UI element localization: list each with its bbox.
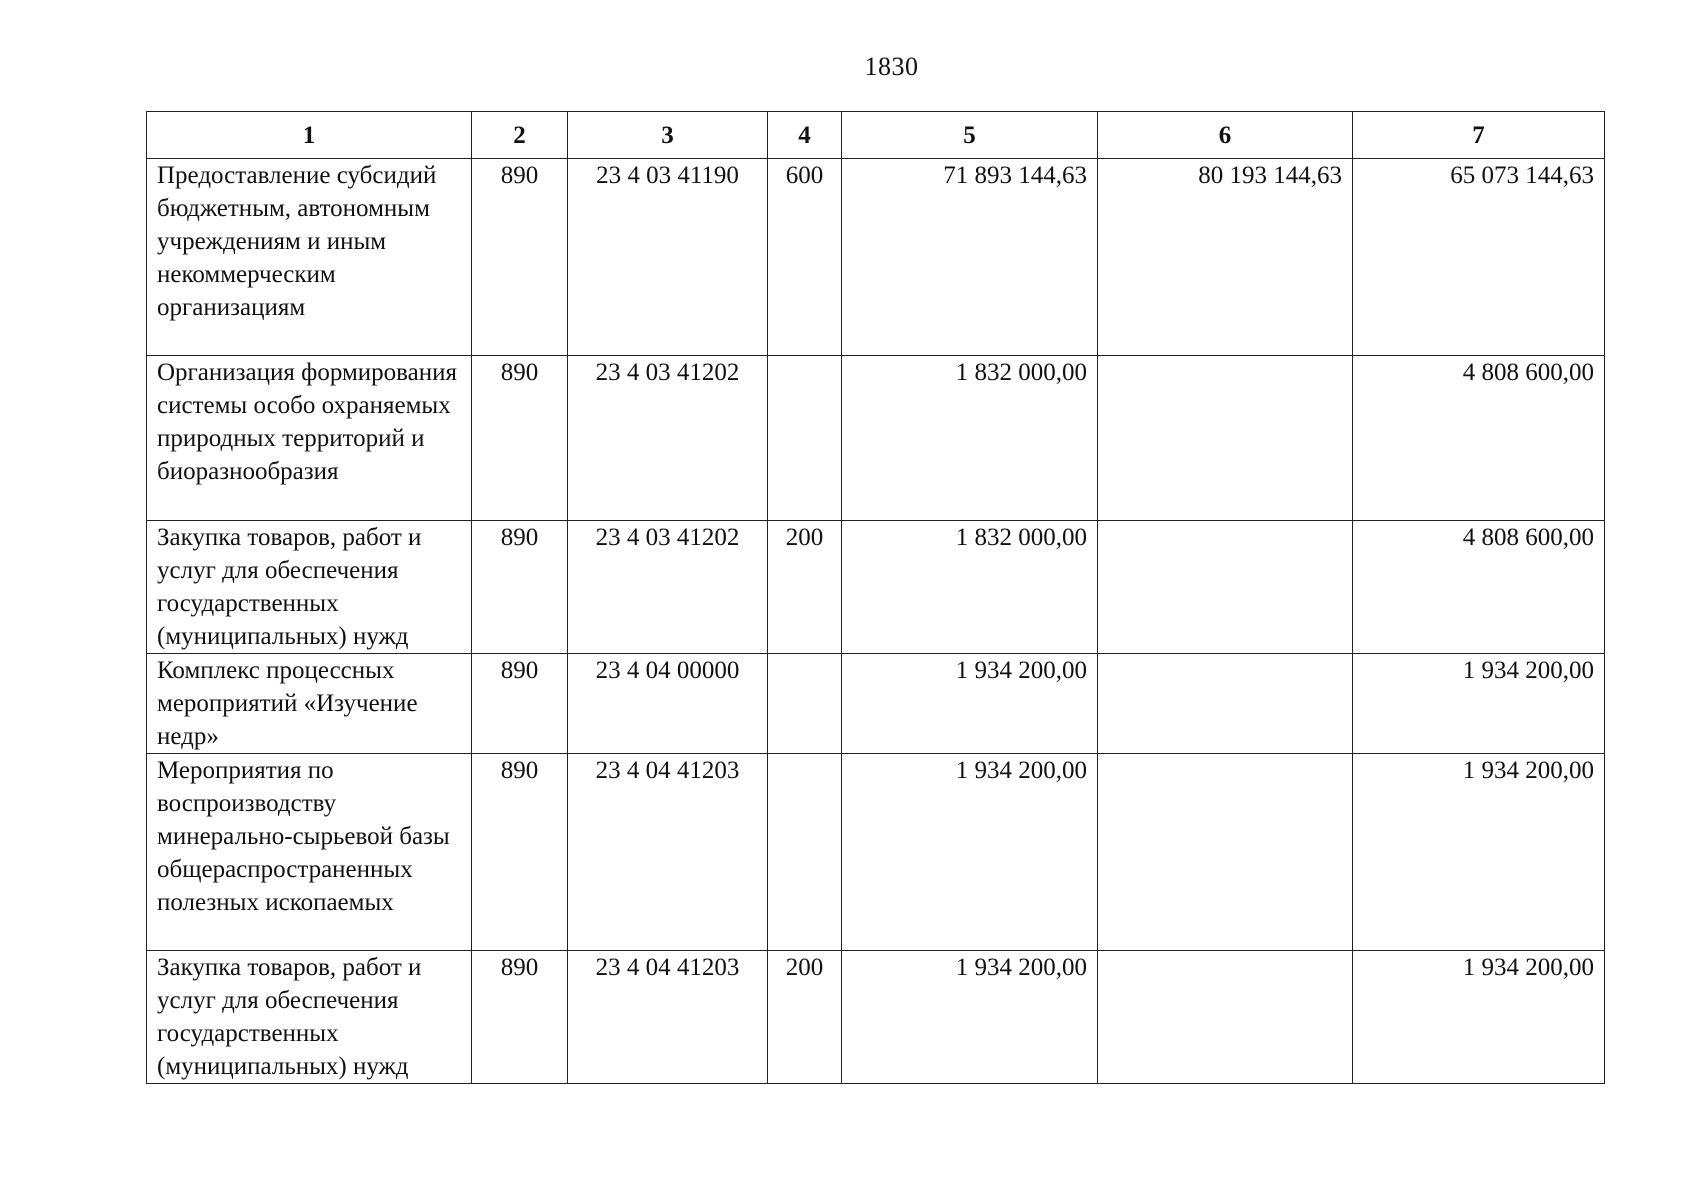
column-header-3: 3	[568, 112, 768, 159]
row-name: Организация формирования системы особо охраняемых природных территорий и биоразнообразия	[147, 356, 472, 521]
row-col5: 1 934 200,00	[842, 951, 1098, 1084]
row-col4	[768, 356, 842, 521]
table-row	[147, 521, 1605, 654]
row-col4: 600	[768, 159, 842, 356]
row-col2: 890	[472, 654, 568, 754]
row-col5: 1 832 000,00	[842, 356, 1098, 521]
row-col3: 23 4 03 41190	[568, 159, 768, 356]
table-row	[147, 951, 1605, 1084]
row-col7: 4 808 600,00	[1353, 521, 1605, 654]
row-col2: 890	[472, 754, 568, 951]
row-col3: 23 4 04 00000	[568, 654, 768, 754]
row-col5: 71 893 144,63	[842, 159, 1098, 356]
row-col6	[1098, 951, 1353, 1084]
row-col5: 1 934 200,00	[842, 754, 1098, 951]
row-col5: 1 832 000,00	[842, 521, 1098, 654]
row-name: Предоставление субсидий бюджетным, автономным учреждениям и иным некоммерческим организациям	[147, 159, 472, 356]
table-row	[147, 159, 1605, 356]
row-col3: 23 4 03 41202	[568, 356, 768, 521]
row-col6	[1098, 521, 1353, 654]
row-col6	[1098, 356, 1353, 521]
row-col2: 890	[472, 951, 568, 1084]
row-name: Закупка товаров, работ и услуг для обеспечения государственных (муниципальных) нужд	[147, 521, 472, 654]
row-col3: 23 4 03 41202	[568, 521, 768, 654]
row-col6	[1098, 654, 1353, 754]
row-name: Закупка товаров, работ и услуг для обеспечения государственных (муниципальных) нужд	[147, 951, 472, 1084]
row-col2: 890	[472, 356, 568, 521]
row-col4	[768, 654, 842, 754]
row-col3: 23 4 04 41203	[568, 754, 768, 951]
column-header-7: 7	[1353, 112, 1605, 159]
row-col4: 200	[768, 951, 842, 1084]
column-header-6: 6	[1098, 112, 1353, 159]
page-number: 1830	[864, 52, 919, 81]
row-col7: 1 934 200,00	[1353, 951, 1605, 1084]
budget-table	[146, 111, 1605, 1084]
column-header-5: 5	[842, 112, 1098, 159]
row-col3: 23 4 04 41203	[568, 951, 768, 1084]
row-col7: 4 808 600,00	[1353, 356, 1605, 521]
row-col2: 890	[472, 521, 568, 654]
row-col4	[768, 754, 842, 951]
row-col2: 890	[472, 159, 568, 356]
table-row	[147, 654, 1605, 754]
row-col5: 1 934 200,00	[842, 654, 1098, 754]
row-col4: 200	[768, 521, 842, 654]
row-col7: 1 934 200,00	[1353, 654, 1605, 754]
table-row	[147, 356, 1605, 521]
row-col6: 80 193 144,63	[1098, 159, 1353, 356]
table-row	[147, 754, 1605, 951]
row-col6	[1098, 754, 1353, 951]
row-col7: 65 073 144,63	[1353, 159, 1605, 356]
column-header-2: 2	[472, 112, 568, 159]
row-col7: 1 934 200,00	[1353, 754, 1605, 951]
header-row	[147, 112, 1605, 159]
row-name: Мероприятия по воспроизводству минерально-сырьевой базы общераспространенных полезных ископаемых	[147, 754, 472, 951]
column-header-1: 1	[147, 112, 472, 159]
row-name: Комплекс процессных мероприятий «Изучение недр»	[147, 654, 472, 754]
column-header-4: 4	[768, 112, 842, 159]
